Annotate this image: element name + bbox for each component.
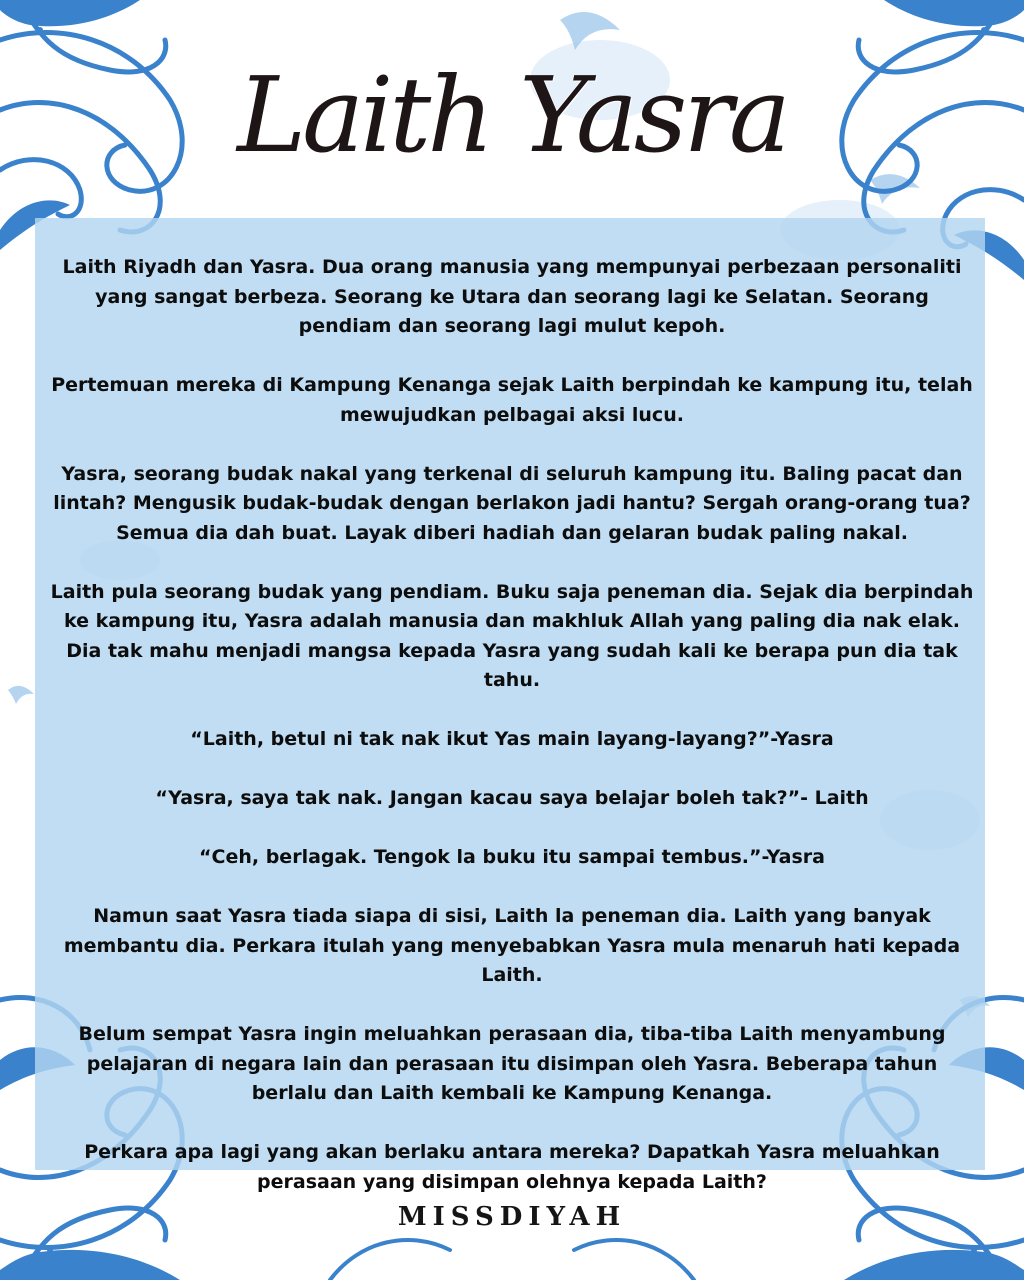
dialogue-line: “Ceh, berlagak. Tengok la buku itu sampai tembus.”-Yasra xyxy=(199,846,825,868)
blurb-paragraph: Perkara apa lagi yang akan berlaku antara mereka? Dapatkah Yasra meluahkan perasaan yang disimpan olehnya kepada Laith? xyxy=(84,1141,940,1193)
dialogue-line: “Yasra, saya tak nak. Jangan kacau saya belajar boleh tak?”- Laith xyxy=(155,787,869,809)
blurb-paragraph: Namun saat Yasra tiada siapa di sisi, Laith la peneman dia. Laith yang banyak membantu dia. Perkara itulah yang menyebabkan Yasra mula menaruh hati kepada Laith. xyxy=(63,905,961,986)
blurb-paragraph: Laith pula seorang budak yang pendiam. Buku saja peneman dia. Sejak dia berpindah ke kampung itu, Yasra adalah manusia dan makhluk Allah yang paling dia nak elak. Dia tak mahu menjadi mangsa kepada Yasra yang sudah kali ke berapa pun dia tak tahu. xyxy=(50,580,974,691)
book-title: Laith Yasra xyxy=(237,54,787,176)
blurb-paragraph: Belum sempat Yasra ingin meluahkan perasaan dia, tiba-tiba Laith menyambung pelajaran di negara lain dan perasaan itu disimpan oleh Yasra. Beberapa tahun berlalu dan Laith kembali ke Kampung Kenanga. xyxy=(78,1023,946,1104)
blurb-paragraph: Yasra, seorang budak nakal yang terkenal di seluruh kampung itu. Baling pacat dan lintah? Mengusik budak-budak dengan berlakon jadi hantu? Sergah orang-orang tua? Semua dia dah buat. Layak diberi hadiah dan gelaran budak paling nakal. xyxy=(53,462,971,544)
dialogue-line: “Laith, betul ni tak nak ikut Yas main layang-layang?”-Yasra xyxy=(190,728,834,750)
blurb-paragraph: Pertemuan mereka di Kampung Kenanga sejak Laith berpindah ke kampung itu, telah mewujudkan pelbagai aksi lucu. xyxy=(51,374,973,426)
author-name: MISSDIYAH xyxy=(397,1202,627,1232)
blurb-paragraph: Laith Riyadh dan Yasra. Dua orang manusia yang mempunyai perbezaan personaliti yang sangat berbeza. Seorang ke Utara dan seorang lagi ke Selatan. Seorang pendiam dan seorang lagi mulut kepoh. xyxy=(62,256,962,337)
blurb-text xyxy=(50,253,974,1197)
